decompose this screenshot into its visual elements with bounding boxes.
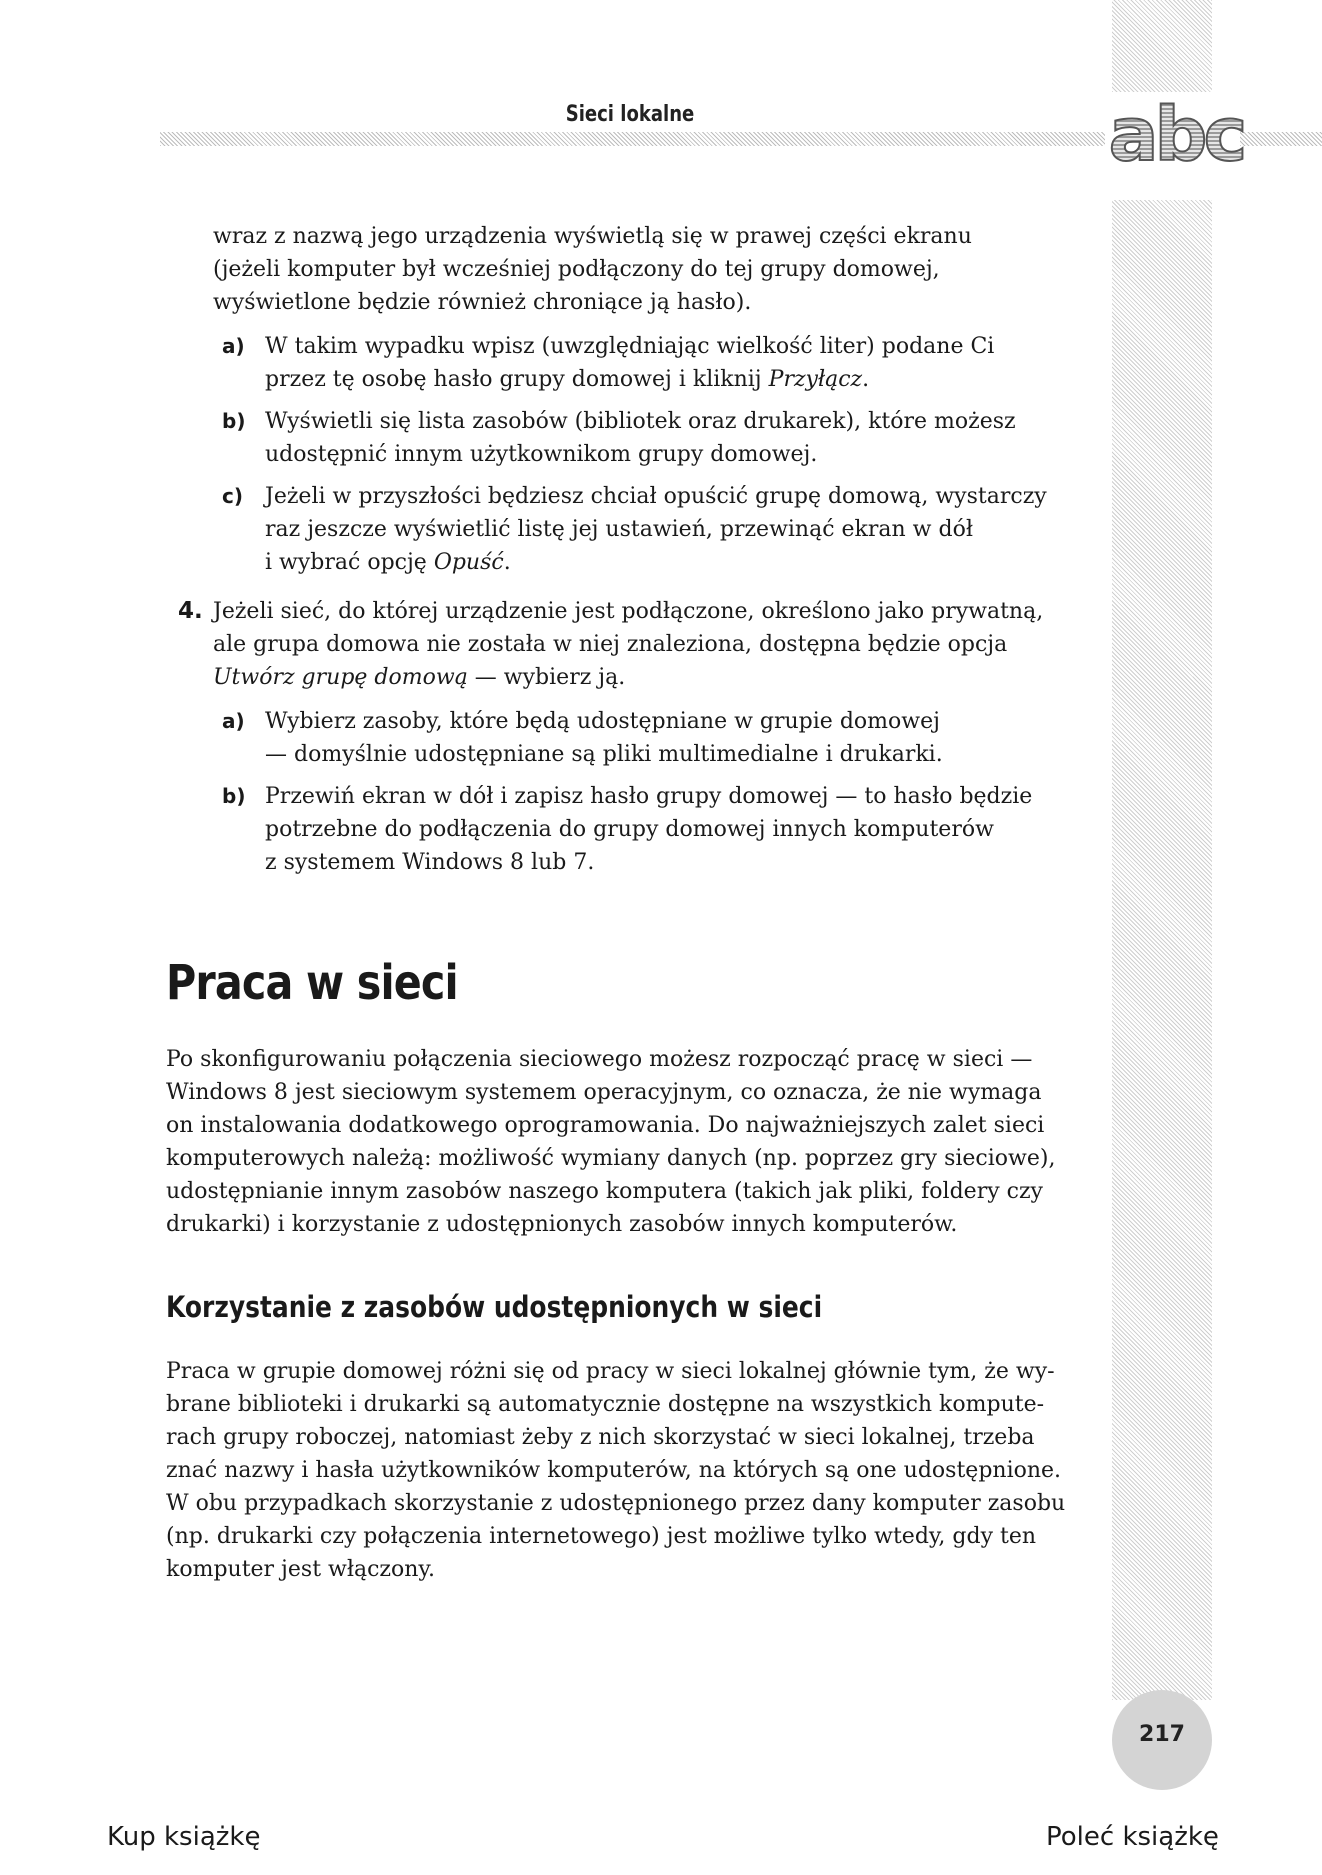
step4-line-3: Utwórz grupę domową — wybierz ją.: [213, 665, 626, 690]
step4-line-2: ale grupa domowa nie została w niej znaleziona, dostępna będzie opcja: [213, 632, 1008, 657]
subsection-line-3: rach grupy roboczej, natomiast żeby z nich skorzystać w sieci lokalnej, trzeba: [166, 1425, 1035, 1450]
step4-line-1: Jeżeli sieć, do której urządzenie jest podłączone, określono jako prywatną,: [213, 599, 1044, 624]
intro-line-3: wyświetlone będzie również chroniące ją hasło).: [213, 290, 752, 315]
section-heading: Praca w sieci: [166, 955, 458, 1011]
substep2-b-line-1: Przewiń ekran w dół i zapisz hasło grupy domowej — to hasło będzie: [265, 784, 1033, 809]
substep-label-b: b): [222, 409, 246, 433]
intro-line-2: (jeżeli komputer był wcześniej podłączony do tej grupy domowej,: [213, 257, 940, 282]
running-title: Sieci lokalne: [565, 102, 695, 127]
substep-b-line-1: Wyświetli się lista zasobów (bibliotek oraz drukarek), które możesz: [265, 409, 1016, 434]
substep2-a-line-1: Wybierz zasoby, które będą udostępniane w grupie domowej: [265, 709, 940, 734]
step-number: 4.: [178, 598, 203, 624]
subsection-heading: Korzystanie z zasobów udostępnionych w sieci: [166, 1290, 823, 1324]
subsection-line-1: Praca w grupie domowej różni się od pracy w sieci lokalnej głównie tym, że wy-: [166, 1359, 1055, 1384]
substep2-b-line-2: potrzebne do podłączenia do grupy domowej innych komputerów: [265, 817, 994, 842]
recommend-book-link[interactable]: Poleć książkę: [1046, 1822, 1219, 1852]
section-line-4: komputerowych należą: możliwość wymiany danych (np. poprzez gry sieciowe),: [166, 1146, 1056, 1171]
section-line-6: drukarki) i korzystanie z udostępnionych zasobów innych komputerów.: [166, 1212, 958, 1237]
substep2-label-a: a): [222, 709, 245, 733]
abc-logo: [1108, 92, 1244, 174]
page-number: 217: [1139, 1722, 1185, 1747]
substep-b-line-2: udostępnić innym użytkownikom grupy domowej.: [265, 442, 818, 467]
substep2-b-line-3: z systemem Windows 8 lub 7.: [265, 850, 595, 875]
margin-band: [1112, 200, 1212, 1700]
menu-option-przylacz: Przyłącz: [768, 367, 863, 392]
section-line-3: on instalowania dodatkowego oprogramowania. Do najważniejszych zalet sieci: [166, 1113, 1045, 1138]
section-line-5: udostępnianie innym zasobów naszego komputera (takich jak pliki, foldery czy: [166, 1179, 1043, 1204]
menu-option-utworz: Utwórz grupę domową: [213, 665, 468, 690]
subsection-line-6: (np. drukarki czy połączenia internetowego) jest możliwe tylko wtedy, gdy ten: [166, 1524, 1037, 1549]
substep-c-line-3: i wybrać opcję Opuść.: [265, 550, 511, 575]
substep-a-line-1: W takim wypadku wpisz (uwzględniając wielkość liter) podane Ci: [265, 334, 995, 359]
subsection-line-2: brane biblioteki i drukarki są automatycznie dostępne na wszystkich kompute-: [166, 1392, 1045, 1417]
header-rule-left: [160, 132, 1105, 146]
subsection-line-7: komputer jest włączony.: [166, 1557, 435, 1582]
intro-line-1: wraz z nazwą jego urządzenia wyświetlą się w prawej części ekranu: [213, 224, 972, 249]
section-line-2: Windows 8 jest sieciowym systemem operacyjnym, co oznacza, że nie wymaga: [166, 1080, 1042, 1105]
header-rule-right: [1240, 132, 1322, 146]
substep2-label-b: b): [222, 784, 246, 808]
subsection-line-5: W obu przypadkach skorzystanie z udostępnionego przez dany komputer zasobu: [166, 1491, 1066, 1516]
section-line-1: Po skonfigurowaniu połączenia sieciowego możesz rozpocząć pracę w sieci —: [166, 1047, 1033, 1072]
substep-label-c: c): [222, 484, 243, 508]
substep-c-line-1: Jeżeli w przyszłości będziesz chciał opuścić grupę domową, wystarczy: [265, 484, 1047, 509]
margin-band-top: [1112, 0, 1212, 92]
buy-book-link[interactable]: Kup książkę: [107, 1822, 261, 1852]
substep-label-a: a): [222, 334, 245, 358]
substep2-a-line-2: — domyślnie udostępniane są pliki multimedialne i drukarki.: [265, 742, 943, 767]
menu-option-opusc: Opuść: [433, 550, 504, 575]
subsection-line-4: znać nazwy i hasła użytkowników komputerów, na których są one udostępnione.: [166, 1458, 1062, 1483]
substep-c-line-2: raz jeszcze wyświetlić listę jej ustawień, przewinąć ekran w dół: [265, 517, 973, 542]
logo-text: abc: [1108, 92, 1244, 174]
substep-a-line-2: przez tę osobę hasło grupy domowej i kliknij Przyłącz.: [265, 367, 870, 392]
